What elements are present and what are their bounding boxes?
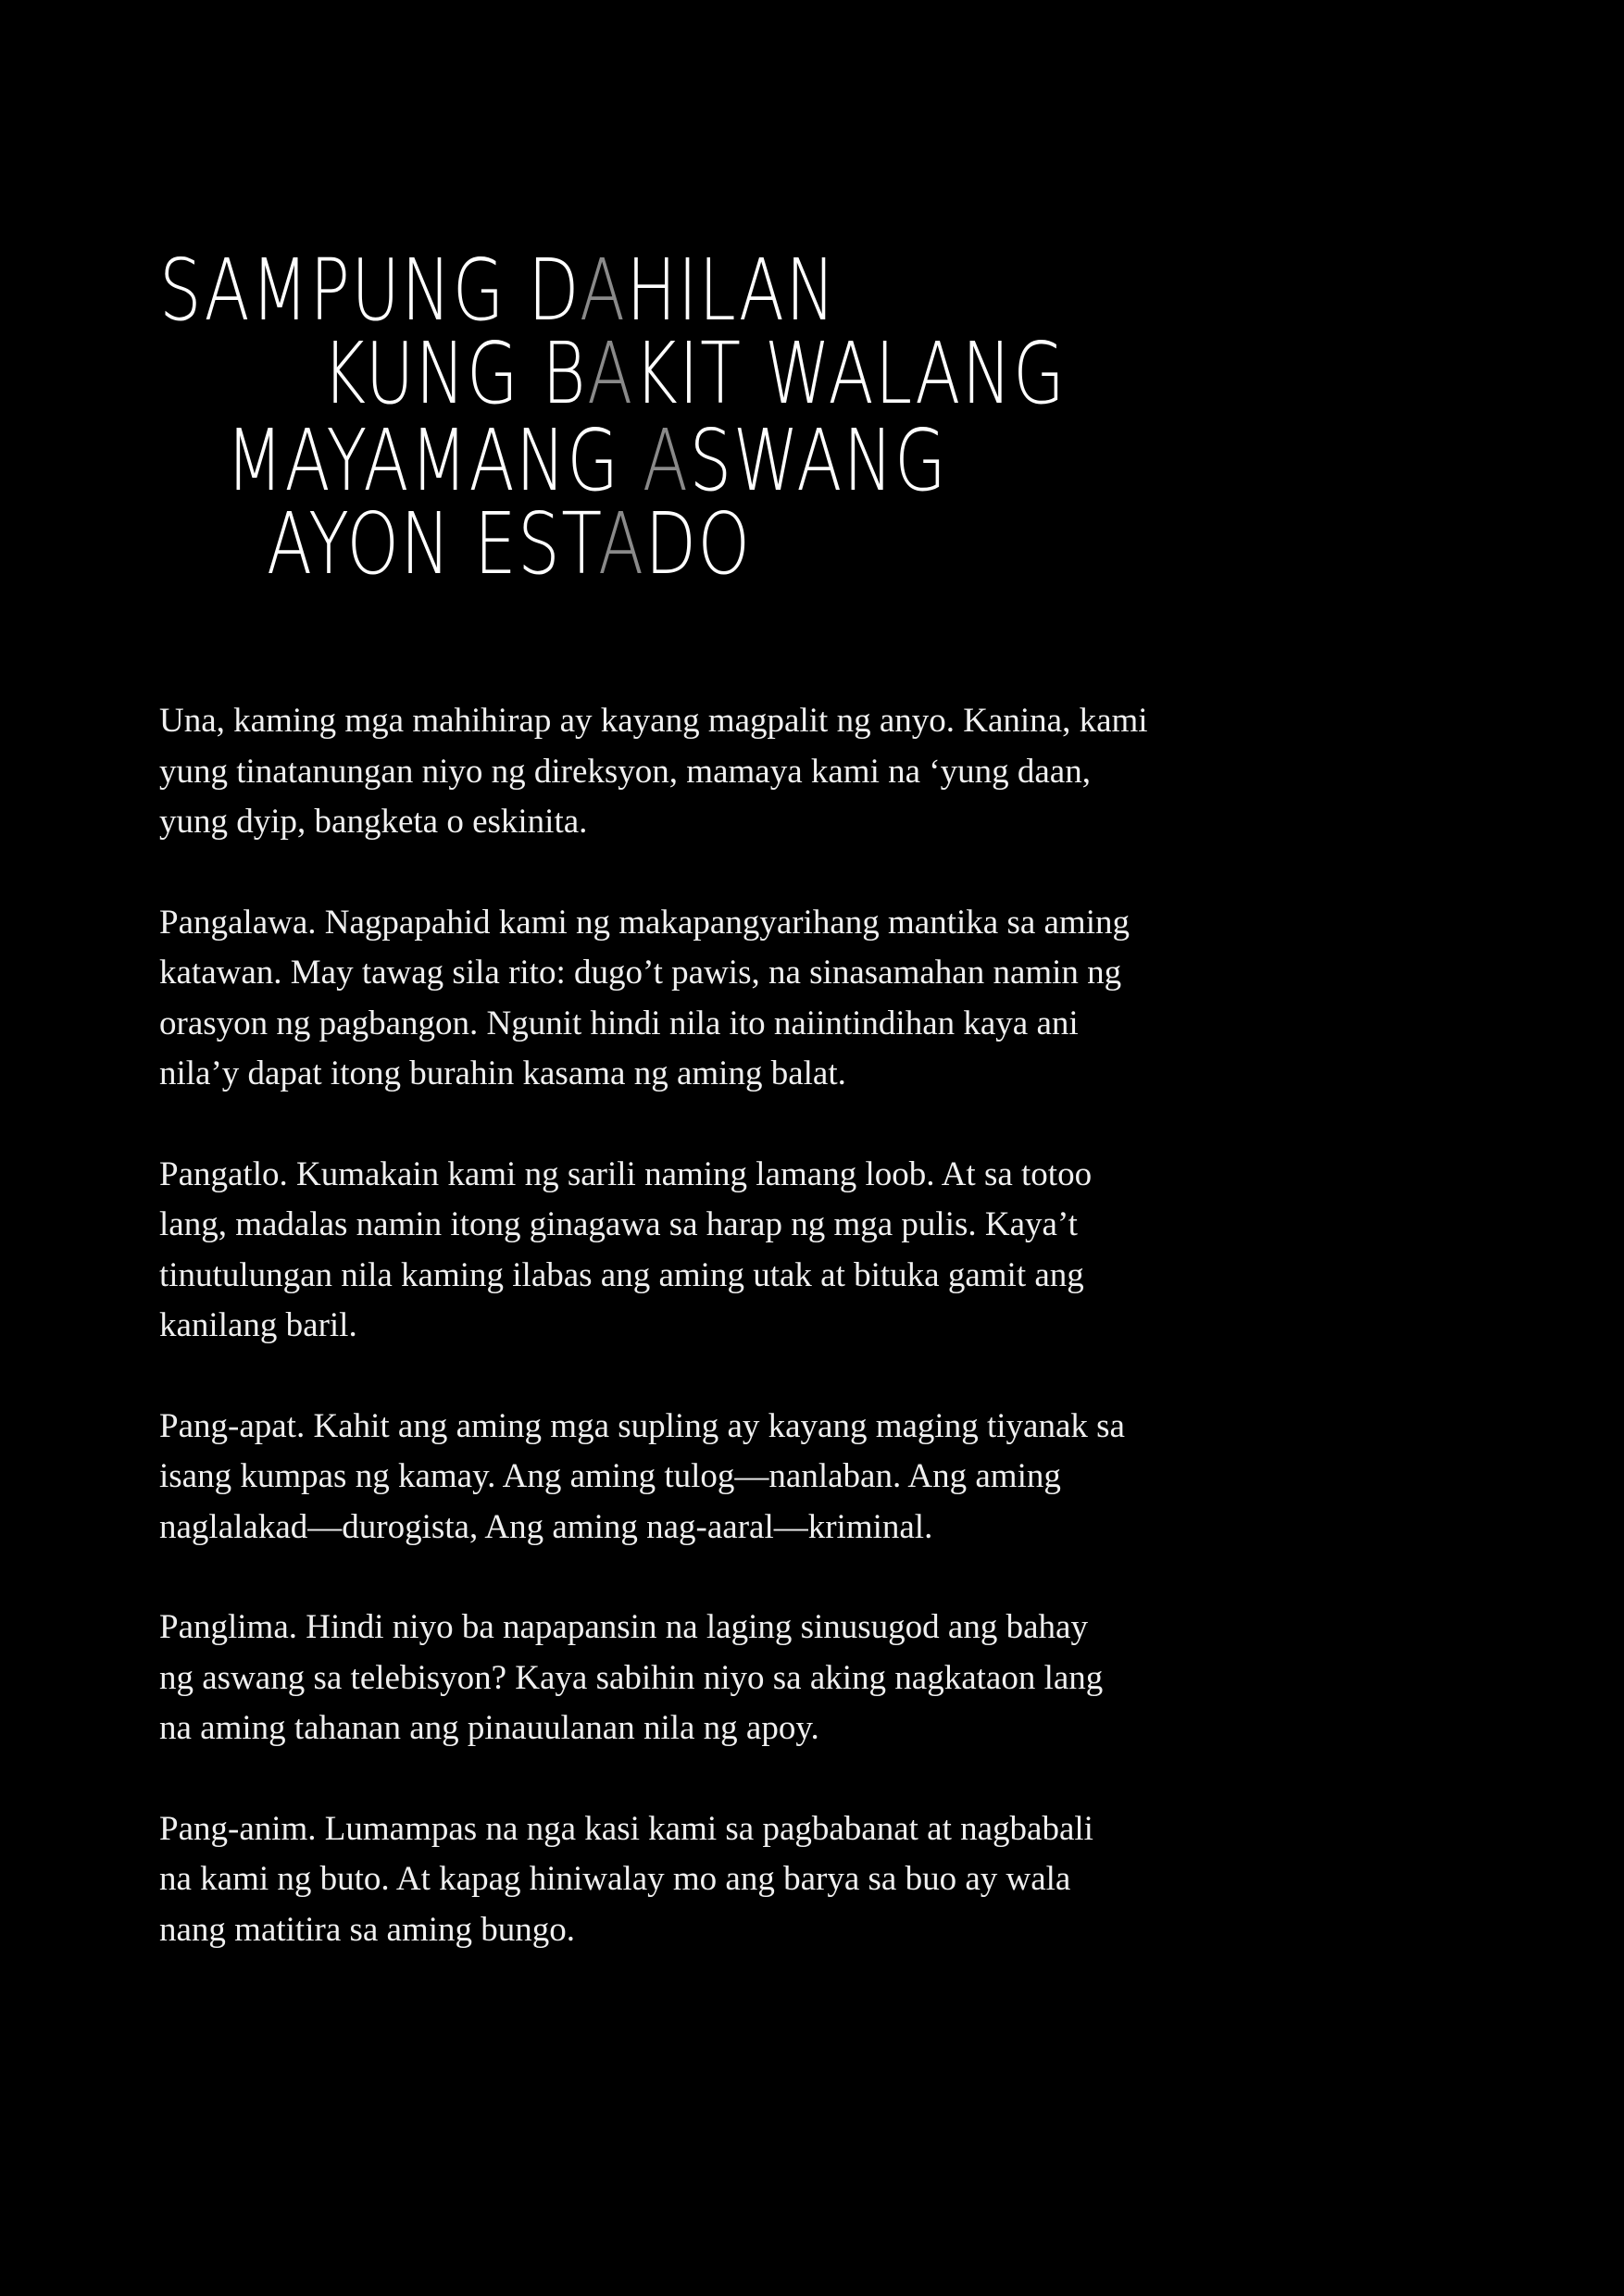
- title-line-1-before: SAMPUNG D: [159, 241, 580, 340]
- paragraph-pangatlo: [159, 1150, 1270, 1352]
- title-line-1: [159, 241, 837, 340]
- paragraph-line: ng aswang sa telebisyon? Kaya sabihin niyo sa aking nagkataon lang: [159, 1658, 1104, 1697]
- title-line-2: [322, 324, 1067, 423]
- poem-title: [0, 0, 1624, 648]
- paragraph-panglima: [159, 1603, 1270, 1754]
- paragraph-line: isang kumpas ng kamay. Ang aming tulog—nanlaban. Ang aming: [159, 1457, 1061, 1495]
- paragraph-line: kanilang baril.: [159, 1306, 357, 1344]
- title-line-1-after: HILAN: [626, 241, 837, 340]
- paragraph-line: Panglima. Hindi niyo ba napapansin na laging sinusugod ang bahay: [159, 1608, 1088, 1646]
- paragraph-pangalawa: [159, 898, 1270, 1100]
- title-line-3-before: MAYAMANG: [226, 411, 643, 510]
- title-line-3: [226, 411, 948, 510]
- paragraph-line: orasyon ng pagbangon. Ngunit hindi nila ito naiintindihan kaya ani: [159, 1004, 1079, 1042]
- paragraph-line: katawan. May tawag sila rito: dugo’t pawis, na sinasamahan namin ng: [159, 954, 1122, 992]
- title-line-4-after: DO: [644, 494, 752, 593]
- title-line-1-accent: A: [579, 241, 627, 340]
- title-line-4-accent: A: [598, 494, 645, 593]
- paragraph-line: naglalakad—durogista, Ang aming nag-aaral—kriminal.: [159, 1507, 933, 1546]
- paragraph-line: nila’y dapat itong burahin kasama ng aming balat.: [159, 1054, 846, 1092]
- paragraph-line: yung dyip, bangketa o eskinita.: [159, 803, 588, 841]
- title-line-2-accent: A: [587, 324, 634, 423]
- paragraph-line: Una, kaming mga mahihirap ay kayang magpalit ng anyo. Kanina, kami: [159, 702, 1148, 740]
- poem-body: [159, 696, 1270, 2005]
- paragraph-line: nang matitira sa aming bungo.: [159, 1910, 576, 1949]
- paragraph-line: na aming tahanan ang pinauulanan nila ng apoy.: [159, 1709, 819, 1747]
- paragraph-line: Pangalawa. Nagpapahid kami ng makapangyarihang mantika sa aming: [159, 903, 1130, 942]
- paragraph-line: Pang-anim. Lumampas na nga kasi kami sa pagbabanat at nagbabali: [159, 1809, 1093, 1848]
- title-line-2-after: KIT WALANG: [633, 324, 1067, 423]
- title-line-3-accent: A: [642, 411, 690, 510]
- paragraph-line: lang, madalas namin itong ginagawa sa harap ng mga pulis. Kaya’t: [159, 1205, 1078, 1243]
- paragraph-una: [159, 696, 1270, 848]
- title-line-3-after: SWANG: [689, 411, 948, 510]
- paragraph-line: yung tinatanungan niyo ng direksyon, mamaya kami na ‘yung daan,: [159, 752, 1091, 791]
- title-line-4: [267, 494, 752, 593]
- paragraph-pang-apat: [159, 1402, 1270, 1554]
- paragraph-pang-anim: [159, 1804, 1270, 1956]
- paragraph-line: Pang-apat. Kahit ang aming mga supling ay kayang maging tiyanak sa: [159, 1406, 1125, 1445]
- title-line-4-before: AYON EST: [267, 494, 599, 593]
- paragraph-line: na kami ng buto. At kapag hiniwalay mo ang barya sa buo ay wala: [159, 1860, 1071, 1898]
- title-line-2-before: KUNG B: [322, 324, 588, 423]
- paragraph-line: tinutulungan nila kaming ilabas ang aming utak at bituka gamit ang: [159, 1255, 1084, 1294]
- paragraph-line: Pangatlo. Kumakain kami ng sarili naming lamang loob. At sa totoo: [159, 1154, 1093, 1193]
